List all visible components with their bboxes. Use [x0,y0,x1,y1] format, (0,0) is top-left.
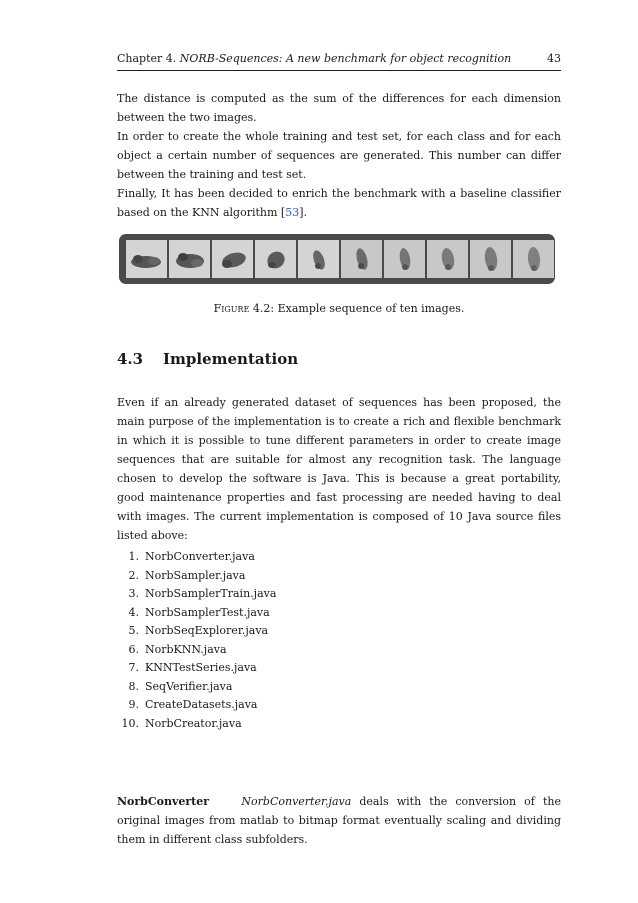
paragraph-norbconverter: NorbConverter NorbConverter.java deals with the conversion of the original images from matlab to bitmap format eventually scaling and dividing them in different class subfolders. [117,795,561,846]
paragraph-implementation: Even if an already generated dataset of sequences has been proposed, the main purpose of the implementation is to create a rich and flexible benchmark in which it is possible to tune different parameters in order to create image sequences that are suitable for almost any recognition task. The language chosen to develop the software is Java. This is because a great portability, good maintenance properties and fast processing are needed having to deal with images. The current implementation is composed of 10 Java source files listed above: [117,396,561,542]
section-title: Implementation [163,350,299,368]
sequence-frame-3 [212,240,253,278]
sequence-frame-8 [427,240,468,278]
list-item: 8. SeqVerifier.java [128,679,233,693]
image-sequence-figure [119,234,555,284]
list-item: 6. NorbKNN.java [128,642,227,656]
figure-caption-text: Example sequence of ten images. [277,302,465,315]
section-heading [117,350,298,368]
sequence-frame-5 [298,240,339,278]
list-item: 2. NorbSampler.java [128,568,246,582]
list-item: 10. NorbCreator.java [121,716,242,730]
citation-link[interactable]: 53 [285,206,300,219]
figure-label: Figure 4.2: [213,302,275,315]
sequence-frame-4 [255,240,296,278]
list-item: 3. NorbSamplerTrain.java [128,587,277,600]
sequence-frame-1 [126,240,167,278]
paragraph-knn: Finally, It has been decided to enrich the benchmark with a baseline classifier based on the KNN algorithm [53]. [117,187,561,219]
sequence-frame-6 [341,240,382,278]
figure-caption [117,302,561,315]
file-name: NorbConverter.java [241,795,352,808]
list-item: 9. CreateDatasets.java [128,698,258,711]
paragraph-distance: The distance is computed as the sum of the differences for each dimension between the two images. [117,92,561,124]
chapter-title: Chapter 4. NORB-Sequences: A new benchmark for object recognition [117,52,512,65]
sequence-frame-2 [169,240,210,278]
running-header [117,52,561,71]
list-item: 1. NorbConverter.java [128,550,255,563]
section-number: 4.3 [117,350,144,368]
page-number: 43 [547,52,561,65]
list-item: 7. KNNTestSeries.java [128,661,257,674]
sequence-frame-9 [470,240,511,278]
paragraph-training-set: In order to create the whole training and test set, for each class and for each object a certain number of sequences are generated. This number can differ between the training and test set. [117,130,561,181]
paragraph-heading: NorbConverter [117,795,210,808]
list-item: 5. NorbSeqExplorer.java [128,624,269,637]
sequence-frame-10 [513,240,554,278]
sequence-frame-7 [384,240,425,278]
list-item: 4. NorbSamplerTest.java [128,605,270,619]
java-file-list [117,548,276,733]
